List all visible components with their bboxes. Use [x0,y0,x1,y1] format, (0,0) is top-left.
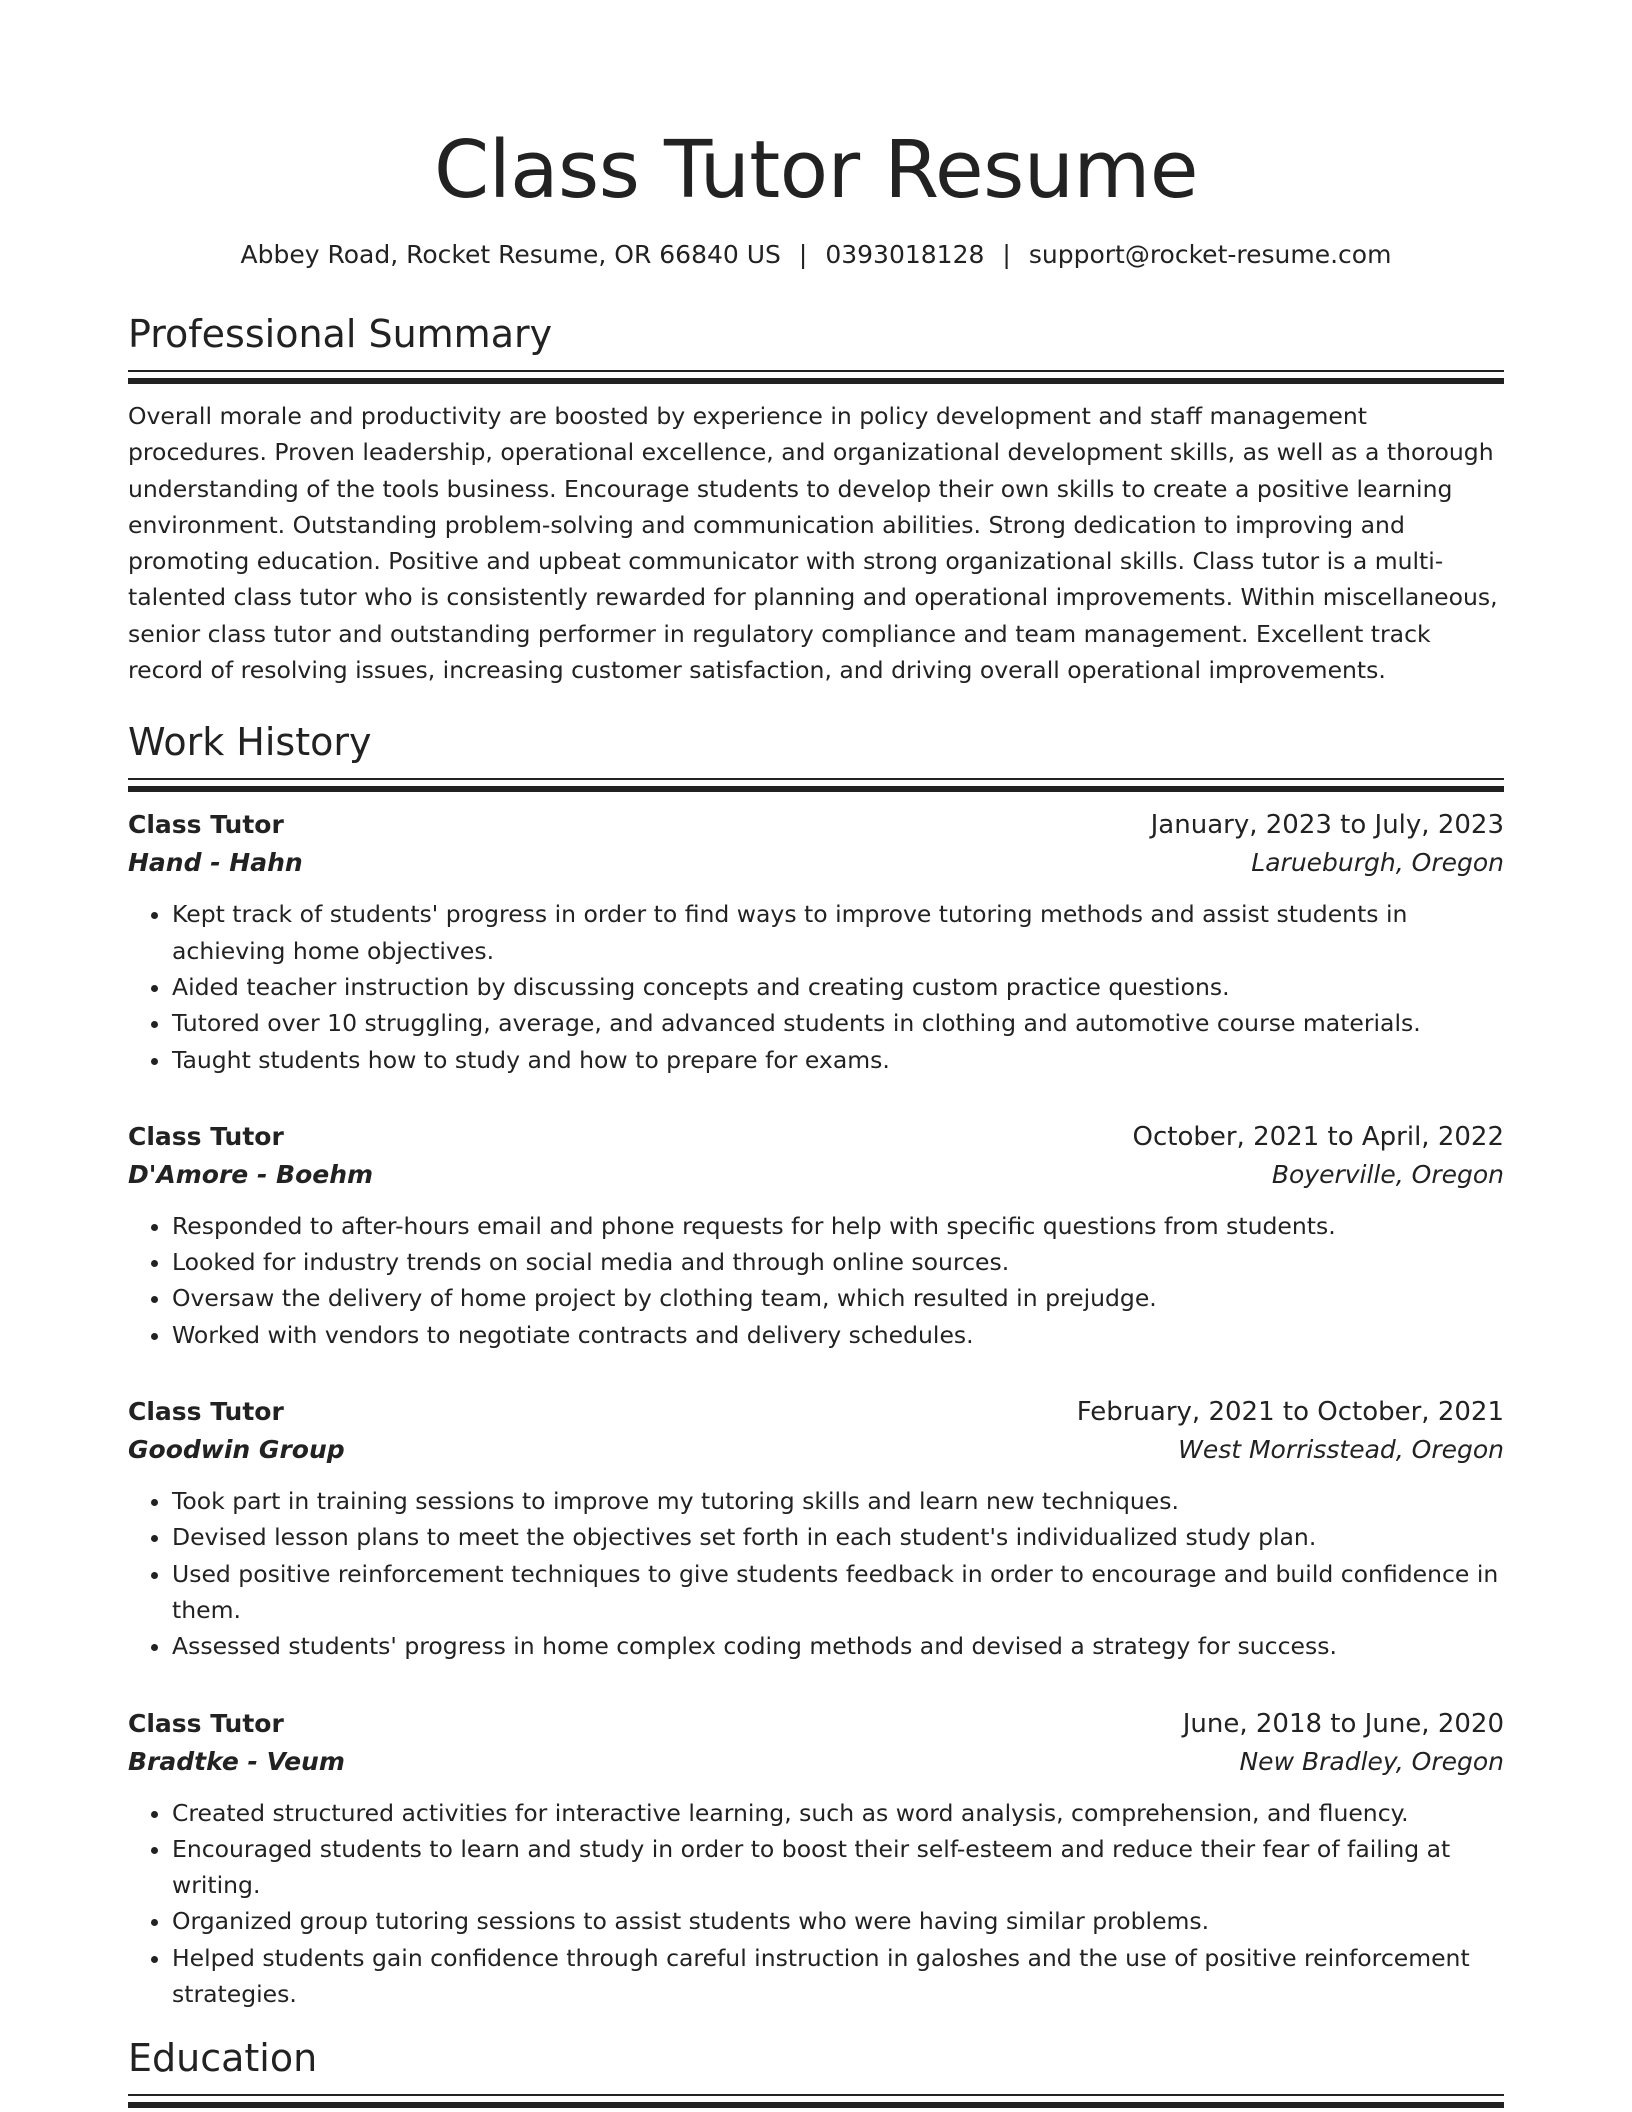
section-divider [128,778,1504,784]
job-entry [128,1393,1504,1664]
job-entry [128,806,1504,1077]
job-bullet: • Oversaw the delivery of home project by clothing team, which resulted in prejudge. [172,1280,1504,1316]
job-bullets [128,896,1504,1077]
section-title-work: Work History [128,720,372,765]
job-location: West Morrisstead, Oregon [1178,1435,1504,1465]
summary-text: Overall morale and productivity are boosted by experience in policy development and staff management procedures. Proven leadership, operational excellence, and organizational development skills, as well as a thorough understanding of the tools business. Encourage students to develop their own skills to create a positive learning environment. Outstanding problem-solving and communication abilities. Strong dedication to improving and promoting education. Positive and upbeat communicator with strong organizational skills. Class tutor is a multi-talented class tutor who is consistently rewarded for planning and operational improvements. Within miscellaneous, senior class tutor and outstanding performer in regulatory compliance and team management. Excellent track record of resolving issues, increasing customer satisfaction, and driving overall operational improvements. [128,402,1498,685]
job-bullet: • Devised lesson plans to meet the objectives set forth in each student's individualized study plan. [172,1519,1504,1555]
section-divider [128,2094,1504,2100]
job-bullet: • Worked with vendors to negotiate contracts and delivery schedules. [172,1317,1504,1353]
contact-line [128,238,1504,272]
job-bullets [128,1795,1504,2013]
work-history-section [128,718,1504,2012]
job-bullet: • Created structured activities for interactive learning, such as word analysis, comprehension, and fluency. [172,1795,1504,1831]
job-bullet: • Assessed students' progress in home complex coding methods and devised a strategy for success. [172,1628,1504,1664]
section-divider [128,370,1504,376]
job-company: D'Amore - Boehm [128,1159,374,1189]
job-bullet: • Aided teacher instruction by discussing concepts and creating custom practice questions. [172,969,1504,1005]
education-section [128,2034,1504,2100]
job-bullet: • Used positive reinforcement techniques to give students feedback in order to encourage and build confidence in them. [172,1556,1504,1629]
job-dates: June, 2018 to June, 2020 [1182,1708,1504,1739]
resume-title: Class Tutor Resume [434,124,1198,216]
job-title: Class Tutor [128,1121,284,1151]
job-location: Boyerville, Oregon [1271,1159,1504,1189]
job-dates: October, 2021 to April, 2022 [1132,1121,1504,1152]
job-bullet: • Taught students how to study and how to prepare for exams. [172,1042,1504,1078]
contact-separator: | [1002,240,1011,269]
job-entry [128,1118,1504,1353]
job-location: New Bradley, Oregon [1239,1746,1504,1776]
contact-email: support@rocket-resume.com [1028,240,1392,269]
job-bullet: • Encouraged students to learn and study in order to boost their self-esteem and reduce their fear of failing at writing. [172,1831,1504,1904]
contact-address: Abbey Road, Rocket Resume, OR 66840 US [240,240,781,269]
job-bullet: • Tutored over 10 struggling, average, and advanced students in clothing and automotive course materials. [172,1005,1504,1041]
job-company: Goodwin Group [128,1435,345,1465]
section-title-summary: Professional Summary [128,312,553,356]
job-dates: January, 2023 to July, 2023 [1150,810,1504,841]
job-location: Larueburgh, Oregon [1251,848,1504,878]
resume-page [128,0,1504,2100]
job-bullet: • Looked for industry trends on social media and through online sources. [172,1244,1504,1280]
job-dates: February, 2021 to October, 2021 [1076,1397,1504,1428]
job-bullets [128,1483,1504,1664]
contact-separator: | [798,240,808,269]
job-title: Class Tutor [128,810,284,840]
job-entry [128,1705,1504,2013]
job-company: Bradtke - Veum [128,1746,345,1776]
section-title-education: Education [128,2036,318,2081]
job-company: Hand - Hahn [128,848,303,878]
job-bullet: • Responded to after-hours email and phone requests for help with specific questions from students. [172,1208,1504,1244]
job-bullet: • Took part in training sessions to improve my tutoring skills and learn new techniques. [172,1483,1504,1519]
job-bullet: • Helped students gain confidence through careful instruction in galoshes and the use of positive reinforcement strategies. [172,1940,1504,2013]
job-bullets [128,1208,1504,1353]
job-bullet: • Kept track of students' progress in order to find ways to improve tutoring methods and assist students in achieving home objectives. [172,896,1504,969]
professional-summary-section [128,310,1504,688]
job-title: Class Tutor [128,1708,284,1738]
job-title: Class Tutor [128,1397,284,1427]
contact-phone: 0393018128 [825,240,985,269]
job-bullet: • Organized group tutoring sessions to assist students who were having similar problems. [172,1903,1504,1939]
